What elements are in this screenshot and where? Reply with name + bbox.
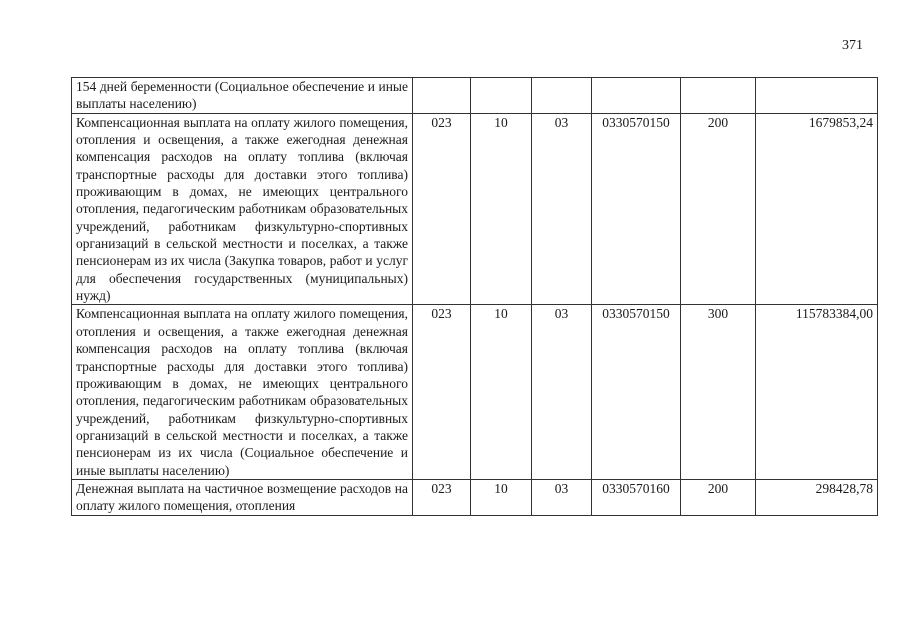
table-row bbox=[72, 78, 878, 114]
expense-type-code: 200 bbox=[681, 479, 756, 515]
subsection-code: 03 bbox=[532, 305, 592, 479]
subsection-code: 03 bbox=[532, 479, 592, 515]
row-description: Компенсационная выплата на оплату жилого помещения, отопления и освещения, а также ежегодная денежная компенсация расходов на оплату топлива (включая транспортные расходы для доставки этого топлива) проживающим в домах, не имеющих центрального отопления, педагогическим работникам образовательных учреждений, работникам физкультурно-спортивных организаций в сельской местности и поселках, а также пенсионерам из их числа (Закупка товаров, работ и услуг для обеспечения государственных (муниципальных) нужд) bbox=[72, 113, 413, 305]
expense-type-code: 200 bbox=[681, 113, 756, 305]
ved-code: 023 bbox=[413, 305, 471, 479]
ved-code: 023 bbox=[413, 113, 471, 305]
ved-code bbox=[413, 78, 471, 114]
budget-table bbox=[71, 77, 878, 516]
amount bbox=[756, 78, 878, 114]
section-code: 10 bbox=[471, 305, 532, 479]
expense-type-code: 300 bbox=[681, 305, 756, 479]
section-code: 10 bbox=[471, 479, 532, 515]
page-number: 371 bbox=[842, 38, 863, 53]
table-row bbox=[72, 113, 878, 305]
row-description: 154 дней беременности (Социальное обеспечение и иные выплаты населению) bbox=[72, 78, 413, 114]
row-description: Компенсационная выплата на оплату жилого помещения, отопления и освещения, а также ежегодная денежная компенсация расходов на оплату топлива (включая транспортные расходы для доставки этого топлива) проживающим в домах, не имеющих центрального отопления, педагогическим работникам образовательных учреждений, работникам физкультурно-спортивных организаций в сельской местности и поселках, а также пенсионерам из их числа (Социальное обеспечение и иные выплаты населению) bbox=[72, 305, 413, 479]
amount: 115783384,00 bbox=[756, 305, 878, 479]
table-row bbox=[72, 479, 878, 515]
target-article-code: 0330570150 bbox=[592, 113, 681, 305]
subsection-code: 03 bbox=[532, 113, 592, 305]
ved-code: 023 bbox=[413, 479, 471, 515]
target-article-code bbox=[592, 78, 681, 114]
section-code: 10 bbox=[471, 113, 532, 305]
amount: 298428,78 bbox=[756, 479, 878, 515]
target-article-code: 0330570160 bbox=[592, 479, 681, 515]
target-article-code: 0330570150 bbox=[592, 305, 681, 479]
amount: 1679853,24 bbox=[756, 113, 878, 305]
subsection-code bbox=[532, 78, 592, 114]
expense-type-code bbox=[681, 78, 756, 114]
table-row bbox=[72, 305, 878, 479]
row-description: Денежная выплата на частичное возмещение расходов на оплату жилого помещения, отопления bbox=[72, 479, 413, 515]
section-code bbox=[471, 78, 532, 114]
